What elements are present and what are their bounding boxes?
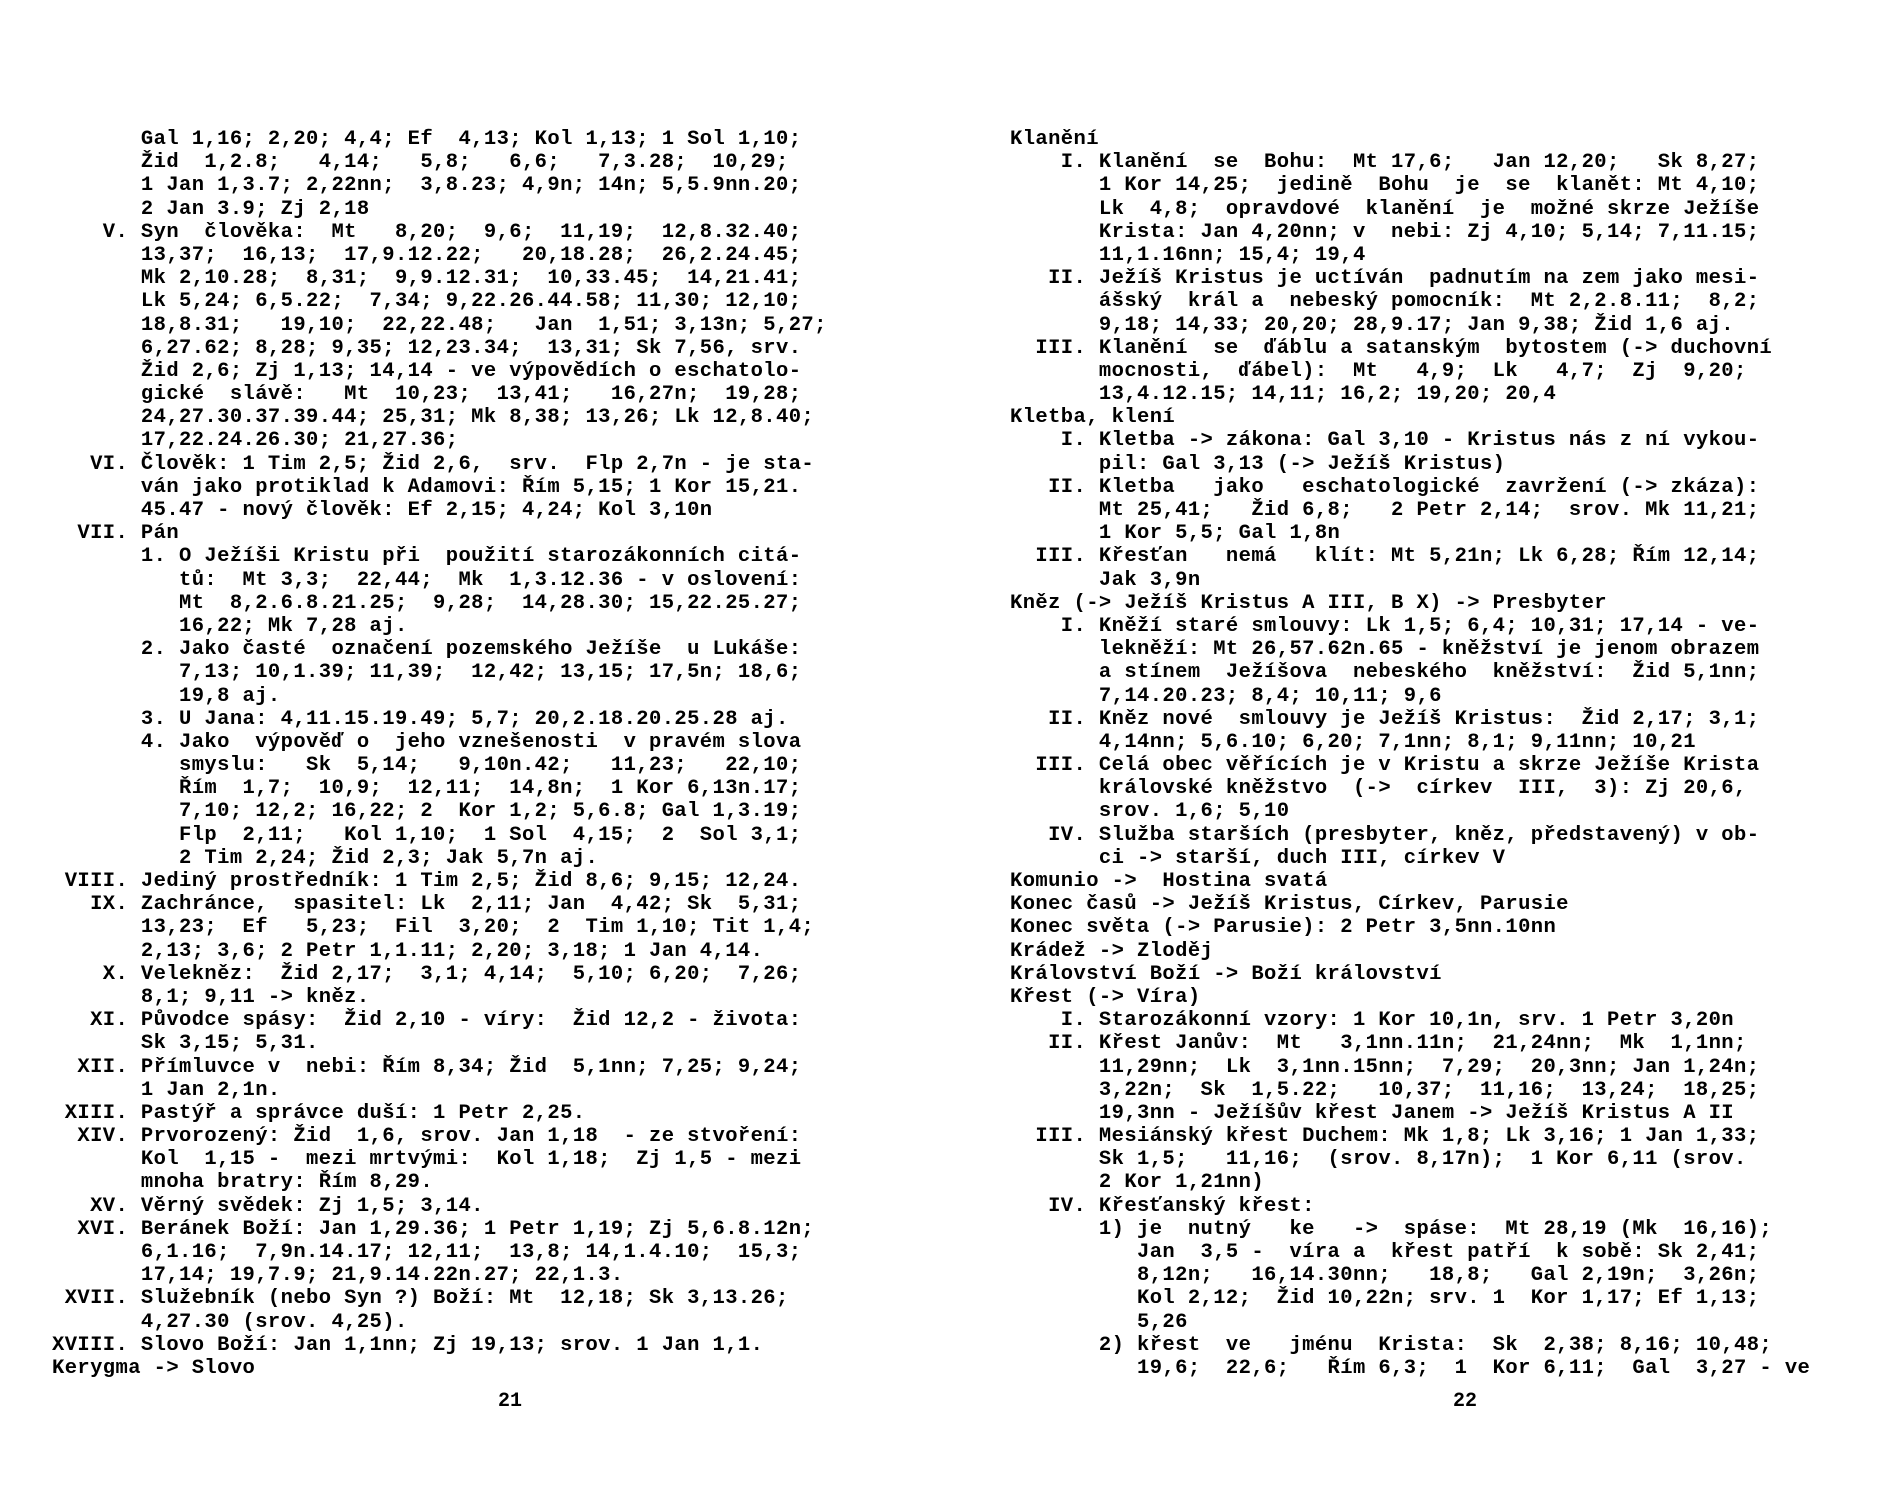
text-line: Mt 25,41; Žid 6,8; 2 Petr 2,14; srov. Mk 11,21; [1010, 499, 1760, 522]
text-line: tů: Mt 3,3; 22,44; Mk 1,3.12.36 - v oslovení: [52, 568, 802, 592]
text-line: 13,37; 16,13; 17,9.12.22; 20,18.28; 26,2.24.45; [52, 243, 802, 267]
text-line: 17,14; 19,7.9; 21,9.14.22n.27; 22,1.3. [52, 1264, 624, 1288]
text-line: III. Klanění se ďáblu a satanským bytostem (-> duchovní [1010, 336, 1773, 360]
text-line: Mt 8,2.6.8.21.25; 9,28; 14,28.30; 15,22.25.27; [52, 591, 802, 615]
text-line: III. Křesťan nemá klít: Mt 5,21n; Lk 6,28; Řím 12,14; [1010, 545, 1760, 569]
text-line: Sk 1,5; 11,16; (srov. 8,17n); 1 Kor 6,11 (srov. [1010, 1148, 1747, 1172]
text-line: srov. 1,6; 5,10 [1010, 800, 1290, 824]
text-line: pil: Gal 3,13 (-> Ježíš Kristus) [1010, 452, 1506, 476]
text-line: I. Kletba -> zákona: Gal 3,10 - Kristus nás z ní vykou- [1010, 429, 1760, 453]
text-line: II. Kněz nové smlouvy je Ježíš Kristus: Žid 2,17; 3,1; [1010, 707, 1760, 731]
text-line: 4. Jako výpověď o jeho vznešenosti v pravém slova [52, 730, 802, 754]
text-line: Konec světa (-> Parusie): 2 Petr 3,5nn.10nn [1010, 916, 1557, 940]
text-line: Kněz (-> Ježíš Kristus A III, B X) -> Presbyter [1010, 591, 1607, 615]
text-line: 24,27.30.37.39.44; 25,31; Mk 8,38; 13,26; Lk 12,8.40; [52, 406, 815, 430]
text-line: II. Kletba jako eschatologické zavržení (-> zkáza): [1010, 475, 1760, 499]
text-line: VIII. Jediný prostředník: 1 Tim 2,5; Žid 8,6; 9,15; 12,24. [52, 870, 802, 893]
text-line: Klanění [1010, 128, 1099, 151]
text-line: královské kněžstvo (-> církev III, 3): Zj 20,6, [1010, 777, 1747, 801]
text-line: Mk 2,10.28; 8,31; 9,9.12.31; 10,33.45; 14,21.41; [52, 267, 802, 291]
text-line: Žid 1,2.8; 4,14; 5,8; 6,6; 7,3.28; 10,29; [52, 151, 789, 175]
text-line: 7,10; 12,2; 16,22; 2 Kor 1,2; 5,6.8; Gal 1,3.19; [52, 800, 802, 824]
text-line: 9,18; 14,33; 20,20; 28,9.17; Jan 9,38; Žid 1,6 aj. [1010, 313, 1735, 337]
text-line: 1 Kor 5,5; Gal 1,8n [1010, 522, 1341, 546]
text-line: II. Křest Janův: Mt 3,1nn.11n; 21,24nn; Mk 1,1nn; [1010, 1032, 1747, 1056]
text-line: 2 Kor 1,21nn) [1010, 1171, 1265, 1195]
text-line: Jak 3,9n [1010, 568, 1201, 592]
text-line: XI. Původce spásy: Žid 2,10 - víry: Žid 12,2 - života: [52, 1009, 802, 1033]
text-line: XIV. Prvorozený: Žid 1,6, srov. Jan 1,18 - ze stvoření: [52, 1125, 802, 1149]
text-line: Žid 2,6; Zj 1,13; 14,14 - ve výpovědích o eschatolo- [52, 359, 802, 383]
text-line: Sk 3,15; 5,31. [52, 1032, 319, 1056]
text-line: 17,22.24.26.30; 21,27.36; [52, 429, 459, 453]
text-line: Království Boží -> Boží království [1010, 962, 1442, 986]
text-line: XV. Věrný svědek: Zj 1,5; 3,14. [52, 1194, 484, 1218]
text-line: IV. Křesťanský křest: [1010, 1194, 1315, 1218]
text-line: Gal 1,16; 2,20; 4,4; Ef 4,13; Kol 1,13; 1 Sol 1,10; [52, 128, 802, 151]
text-line: XVIII. Slovo Boží: Jan 1,1nn; Zj 19,13; srov. 1 Jan 1,1. [52, 1333, 764, 1357]
text-line: 19,8 aj. [52, 684, 281, 708]
text-line: I. Starozákonní vzory: 1 Kor 10,1n, srv. 1 Petr 3,20n [1010, 1009, 1735, 1033]
text-line: Řím 1,7; 10,9; 12,11; 14,8n; 1 Kor 6,13n.17; [52, 777, 802, 801]
text-line: 1. O Ježíši Kristu při použití starozákonních citá- [52, 545, 802, 569]
text-line: Kletba, klení [1010, 406, 1176, 430]
text-line: Konec časů -> Ježíš Kristus, Církev, Parusie [1010, 893, 1569, 917]
text-line: ášský král a nebeský pomocník: Mt 2,2.8.11; 8,2; [1010, 290, 1760, 314]
text-line: 2) křest ve jménu Krista: Sk 2,38; 8,16; 10,48; [1010, 1333, 1773, 1357]
text-line: 45.47 - nový člověk: Ef 2,15; 4,24; Kol 3,10n [52, 499, 713, 522]
text-line: a stínem Ježíšova nebeského kněžství: Žid 5,1nn; [1010, 661, 1760, 685]
text-line: 3. U Jana: 4,11.15.19.49; 5,7; 20,2.18.20.25.28 aj. [52, 707, 789, 731]
right-page-text [1010, 128, 1870, 1380]
text-line: 1 Jan 2,1n. [52, 1078, 281, 1102]
text-line: Jan 3,5 - víra a křest patří k sobě: Sk 2,41; [1010, 1241, 1760, 1264]
text-line: 1 Kor 14,25; jedině Bohu je se klanět: Mt 4,10; [1010, 174, 1760, 198]
text-line: 4,27.30 (srov. 4,25). [52, 1310, 408, 1334]
text-line: 3,22n; Sk 1,5.22; 10,37; 11,16; 13,24; 18,25; [1010, 1078, 1760, 1102]
text-line: gické slávě: Mt 10,23; 13,41; 16,27n; 19,28; [52, 383, 802, 407]
text-line: Krádež -> Zloděj [1010, 939, 1214, 963]
text-line: 11,29nn; Lk 3,1nn.15nn; 7,29; 20,3nn; Jan 1,24n; [1010, 1055, 1760, 1079]
text-line: XIII. Pastýř a správce duší: 1 Petr 2,25. [52, 1101, 586, 1125]
text-line: 4,14nn; 5,6.10; 6,20; 7,1nn; 8,1; 9,11nn; 10,21 [1010, 730, 1696, 754]
text-line: XII. Přímluvce v nebi: Řím 8,34; Žid 5,1nn; 7,25; 9,24; [52, 1055, 802, 1079]
text-line: 16,22; Mk 7,28 aj. [52, 614, 408, 638]
text-line: Lk 5,24; 6,5.22; 7,34; 9,22.26.44.58; 11,30; 12,10; [52, 290, 802, 314]
text-line: 2,13; 3,6; 2 Petr 1,1.11; 2,20; 3,18; 1 Jan 4,14. [52, 939, 764, 963]
text-line: 18,8.31; 19,10; 22,22.48; Jan 1,51; 3,13n; 5,27; [52, 313, 827, 337]
text-line: 5,26 [1010, 1310, 1188, 1334]
text-line: mnoha bratry: Řím 8,29. [52, 1171, 434, 1195]
text-line: 13,23; Ef 5,23; Fil 3,20; 2 Tim 1,10; Tit 1,4; [52, 916, 815, 940]
text-line: 8,1; 9,11 -> kněz. [52, 985, 370, 1009]
text-line: XVII. Služebník (nebo Syn ?) Boží: Mt 12,18; Sk 3,13.26; [52, 1287, 789, 1311]
text-line: 6,1.16; 7,9n.14.17; 12,11; 13,8; 14,1.4.10; 15,3; [52, 1241, 802, 1264]
text-line: 2 Jan 3.9; Zj 2,18 [52, 197, 370, 221]
text-line: 19,3nn - Ježíšův křest Janem -> Ježíš Kristus A II [1010, 1101, 1735, 1125]
text-line: 19,6; 22,6; Řím 6,3; 1 Kor 6,11; Gal 3,27 - ve [1010, 1356, 1811, 1380]
text-line: 8,12n; 16,14.30nn; 18,8; Gal 2,19n; 3,26n; [1010, 1264, 1760, 1288]
text-line: 1 Jan 1,3.7; 2,22nn; 3,8.23; 4,9n; 14n; 5,5.9nn.20; [52, 174, 802, 198]
text-line: Křest (-> Víra) [1010, 985, 1201, 1009]
text-line: 11,1.16nn; 15,4; 19,4 [1010, 243, 1366, 267]
text-line: I. Klanění se Bohu: Mt 17,6; Jan 12,20; Sk 8,27; [1010, 151, 1760, 175]
text-line: ván jako protiklad k Adamovi: Řím 5,15; 1 Kor 15,21. [52, 475, 802, 499]
left-page-text [52, 128, 912, 1380]
text-line: 1) je nutný ke -> spáse: Mt 28,19 (Mk 16,16); [1010, 1217, 1773, 1241]
text-line: VI. Člověk: 1 Tim 2,5; Žid 2,6, srv. Flp 2,7n - je sta- [52, 452, 815, 476]
text-line: mocnosti, ďábel): Mt 4,9; Lk 4,7; Zj 9,20; [1010, 359, 1747, 383]
text-line: Krista: Jan 4,20nn; v nebi: Zj 4,10; 5,14; 7,11.15; [1010, 220, 1760, 244]
text-line: smyslu: Sk 5,14; 9,10n.42; 11,23; 22,10; [52, 754, 802, 778]
text-line: III. Mesiánský křest Duchem: Mk 1,8; Lk 3,16; 1 Jan 1,33; [1010, 1125, 1760, 1149]
text-line: Kol 1,15 - mezi mrtvými: Kol 1,18; Zj 1,5 - mezi [52, 1148, 802, 1172]
text-line: Lk 4,8; opravdové klanění je možné skrze Ježíše [1010, 197, 1760, 221]
left-page-number: 21 [498, 1390, 523, 1413]
text-line: IX. Zachránce, spasitel: Lk 2,11; Jan 4,42; Sk 5,31; [52, 893, 802, 917]
text-line: V. Syn člověka: Mt 8,20; 9,6; 11,19; 12,8.32.40; [52, 220, 802, 244]
text-line: 13,4.12.15; 14,11; 16,2; 19,20; 20,4 [1010, 383, 1557, 407]
text-line: lekněží: Mt 26,57.62n.65 - kněžství je jenom obrazem [1010, 638, 1760, 662]
text-line: Flp 2,11; Kol 1,10; 1 Sol 4,15; 2 Sol 3,1; [52, 823, 802, 847]
text-line: II. Ježíš Kristus je uctíván padnutím na zem jako mesi- [1010, 267, 1760, 291]
text-line: X. Velekněz: Žid 2,17; 3,1; 4,14; 5,10; 6,20; 7,26; [52, 962, 802, 986]
text-line: III. Celá obec věřících je v Kristu a skrze Ježíše Krista [1010, 754, 1760, 778]
text-line: VII. Pán [52, 522, 180, 546]
text-line: 2. Jako časté označení pozemského Ježíše u Lukáše: [52, 638, 802, 662]
text-line: Kerygma -> Slovo [52, 1356, 256, 1380]
text-line: 6,27.62; 8,28; 9,35; 12,23.34; 13,31; Sk 7,56, srv. [52, 336, 802, 360]
text-line: 2 Tim 2,24; Žid 2,3; Jak 5,7n aj. [52, 846, 599, 870]
text-line: Komunio -> Hostina svatá [1010, 870, 1328, 893]
text-line: XVI. Beránek Boží: Jan 1,29.36; 1 Petr 1,19; Zj 5,6.8.12n; [52, 1217, 815, 1241]
text-line: IV. Služba starších (presbyter, kněz, představený) v ob- [1010, 823, 1760, 847]
text-line: 7,13; 10,1.39; 11,39; 12,42; 13,15; 17,5n; 18,6; [52, 661, 802, 685]
text-line: Kol 2,12; Žid 10,22n; srv. 1 Kor 1,17; Ef 1,13; [1010, 1287, 1760, 1311]
text-line: 7,14.20.23; 8,4; 10,11; 9,6 [1010, 684, 1442, 708]
text-line: I. Kněží staré smlouvy: Lk 1,5; 6,4; 10,31; 17,14 - ve- [1010, 614, 1760, 638]
right-page-number: 22 [1453, 1390, 1478, 1413]
text-line: ci -> starší, duch III, církev V [1010, 846, 1506, 870]
